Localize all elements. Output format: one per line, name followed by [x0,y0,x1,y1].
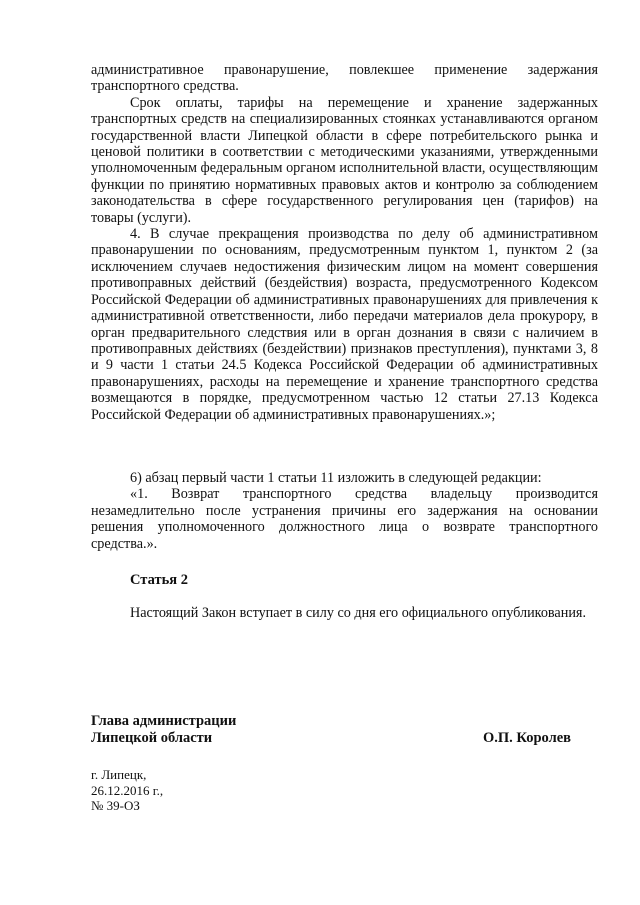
paragraph-payment-terms: Срок оплаты, тарифы на перемещение и хранение задержанных транспортных средств на специализированных стоянках устанавливаются органом государственной власти Липецкой области в сфере потребительского рынка и ценовой политики в соответствии с методическими указаниями, утвержденными уполномоченным федеральным органом исполнительной власти, осуществляющим функции по принятию нормативных правовых актов и контролю за соблюдением законодательства в сфере государственного регулирования цен (тарифов) на товары (услуги). [91,94,598,226]
article-2-block [91,605,598,621]
signatory-title-line-2: Липецкой области [91,730,213,746]
footer-law-number: № 39-ОЗ [91,798,140,813]
signatory-title [91,713,236,747]
document-footer [91,767,163,814]
footer-city: г. Липецк, [91,767,147,782]
paragraph-item-6: 6) абзац первый части 1 статьи 11 изложить в следующей редакции: [130,470,542,486]
signatory-title-line-1: Глава администрации [91,713,237,729]
amendment-block [91,470,598,552]
signatory-name: О.П. Королев [483,730,571,746]
paragraph-item-4: 4. В случае прекращения производства по делу об административном правонарушении по основаниям, предусмотренным пунктом 1, пунктом 2 (за исключением случаев недостижения физическим лицом на момент совершения противоправных действий (бездействия) возраста, предусмотренного Кодексом Российской Федерации об административных правонарушениях для привлечения к административной ответственности, либо передачи материалов дела прокурору, в орган предварительного следствия или в орган дознания в связи с наличием в противоправных действиях (бездействии) признаков преступления), пунктами 3, 8 и 9 части 1 статьи 24.5 Кодекса Российской Федерации об административных правонарушениях, расходы на перемещение и хранение транспортного средства возмещаются в порядке, предусмотренном частью 12 статьи 27.13 Кодекса Российской Федерации об административных правонарушениях.»; [91,226,598,423]
footer-date: 26.12.2016 г., [91,782,164,798]
paragraph-continuation: административное правонарушение, повлекшее применение задержания транспортного средства. [91,62,598,95]
paragraph-entry-into-force: Настоящий Закон вступает в силу со дня его официального опубликования. [130,605,586,621]
article-2-heading: Статья 2 [130,572,188,588]
continued-paragraph-block [91,62,598,423]
paragraph-new-wording: «1. Возврат транспортного средства владельцу производится незамедлительно после устранения причины его задержания на основании решения уполномоченного должностного лица о возврате транспортного средства.». [91,486,598,552]
